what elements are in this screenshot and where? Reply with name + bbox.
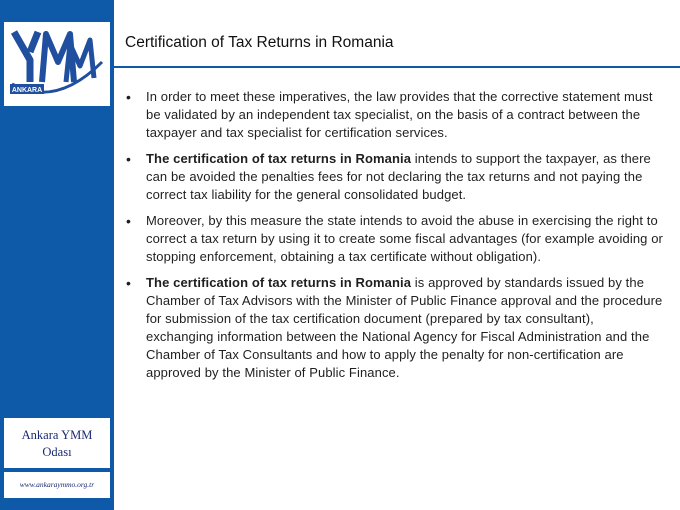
logo-text: ANKARA: [11, 87, 43, 94]
logo-box: [4, 22, 110, 106]
bullet-item-2: [124, 150, 664, 204]
bullet-dot-icon: •: [126, 151, 132, 167]
bullet-dot-icon: •: [126, 89, 132, 105]
sidebar: [0, 0, 114, 510]
bullet-item-3: [124, 212, 664, 266]
bullet-emphasis: The certification of tax returns in Romania: [146, 275, 412, 290]
bullet-list: [124, 88, 664, 390]
slide-title: Certification of Tax Returns in Romania: [125, 34, 394, 51]
bullet-item-1: [124, 88, 664, 142]
bullet-text: is approved by standards issued by the Chamber of Tax Advisors with the Minister of Public Finance approval and the procedure for submission of the tax certification document (prepared by tax consultant), exchanging information between the National Agency for Fiscal Administration and the Chamber of Tax Consultants and how to apply the penalty for non-certification are approved by the Minister of Public Finance.: [146, 275, 663, 380]
bullet-emphasis: The certification of tax returns in Romania: [146, 151, 412, 166]
bullet-text: In order to meet these imperatives, the law provides that the corrective statement must be validated by an independent tax specialist, on the basis of a contract between the taxpayer and tax specialist for certification services.: [146, 89, 653, 140]
bullet-dot-icon: •: [126, 213, 132, 229]
org-name-line1: Ankara YMM: [21, 428, 93, 442]
organization-name: [4, 418, 110, 468]
bullet-text: Moreover, by this measure the state intends to avoid the abuse in exercising the right to correct a tax return by using it to create some fiscal advantages (for example avoiding or stopping enforcement, obtaining a tax certificate without obligation).: [146, 213, 663, 264]
title-divider: [114, 66, 680, 68]
website-url[interactable]: www.ankaraymmo.org.tr: [4, 472, 110, 498]
ymm-ankara-logo-icon: [4, 22, 110, 106]
bullet-item-4: [124, 274, 664, 382]
bullet-dot-icon: •: [126, 275, 132, 291]
org-name-line2: Odası: [42, 445, 72, 459]
bullet-text: intends to support the taxpayer, as there can be avoided the penalties fees for not declaring the tax returns and not paying the correct tax liability for the general consolidated budget.: [146, 151, 651, 202]
